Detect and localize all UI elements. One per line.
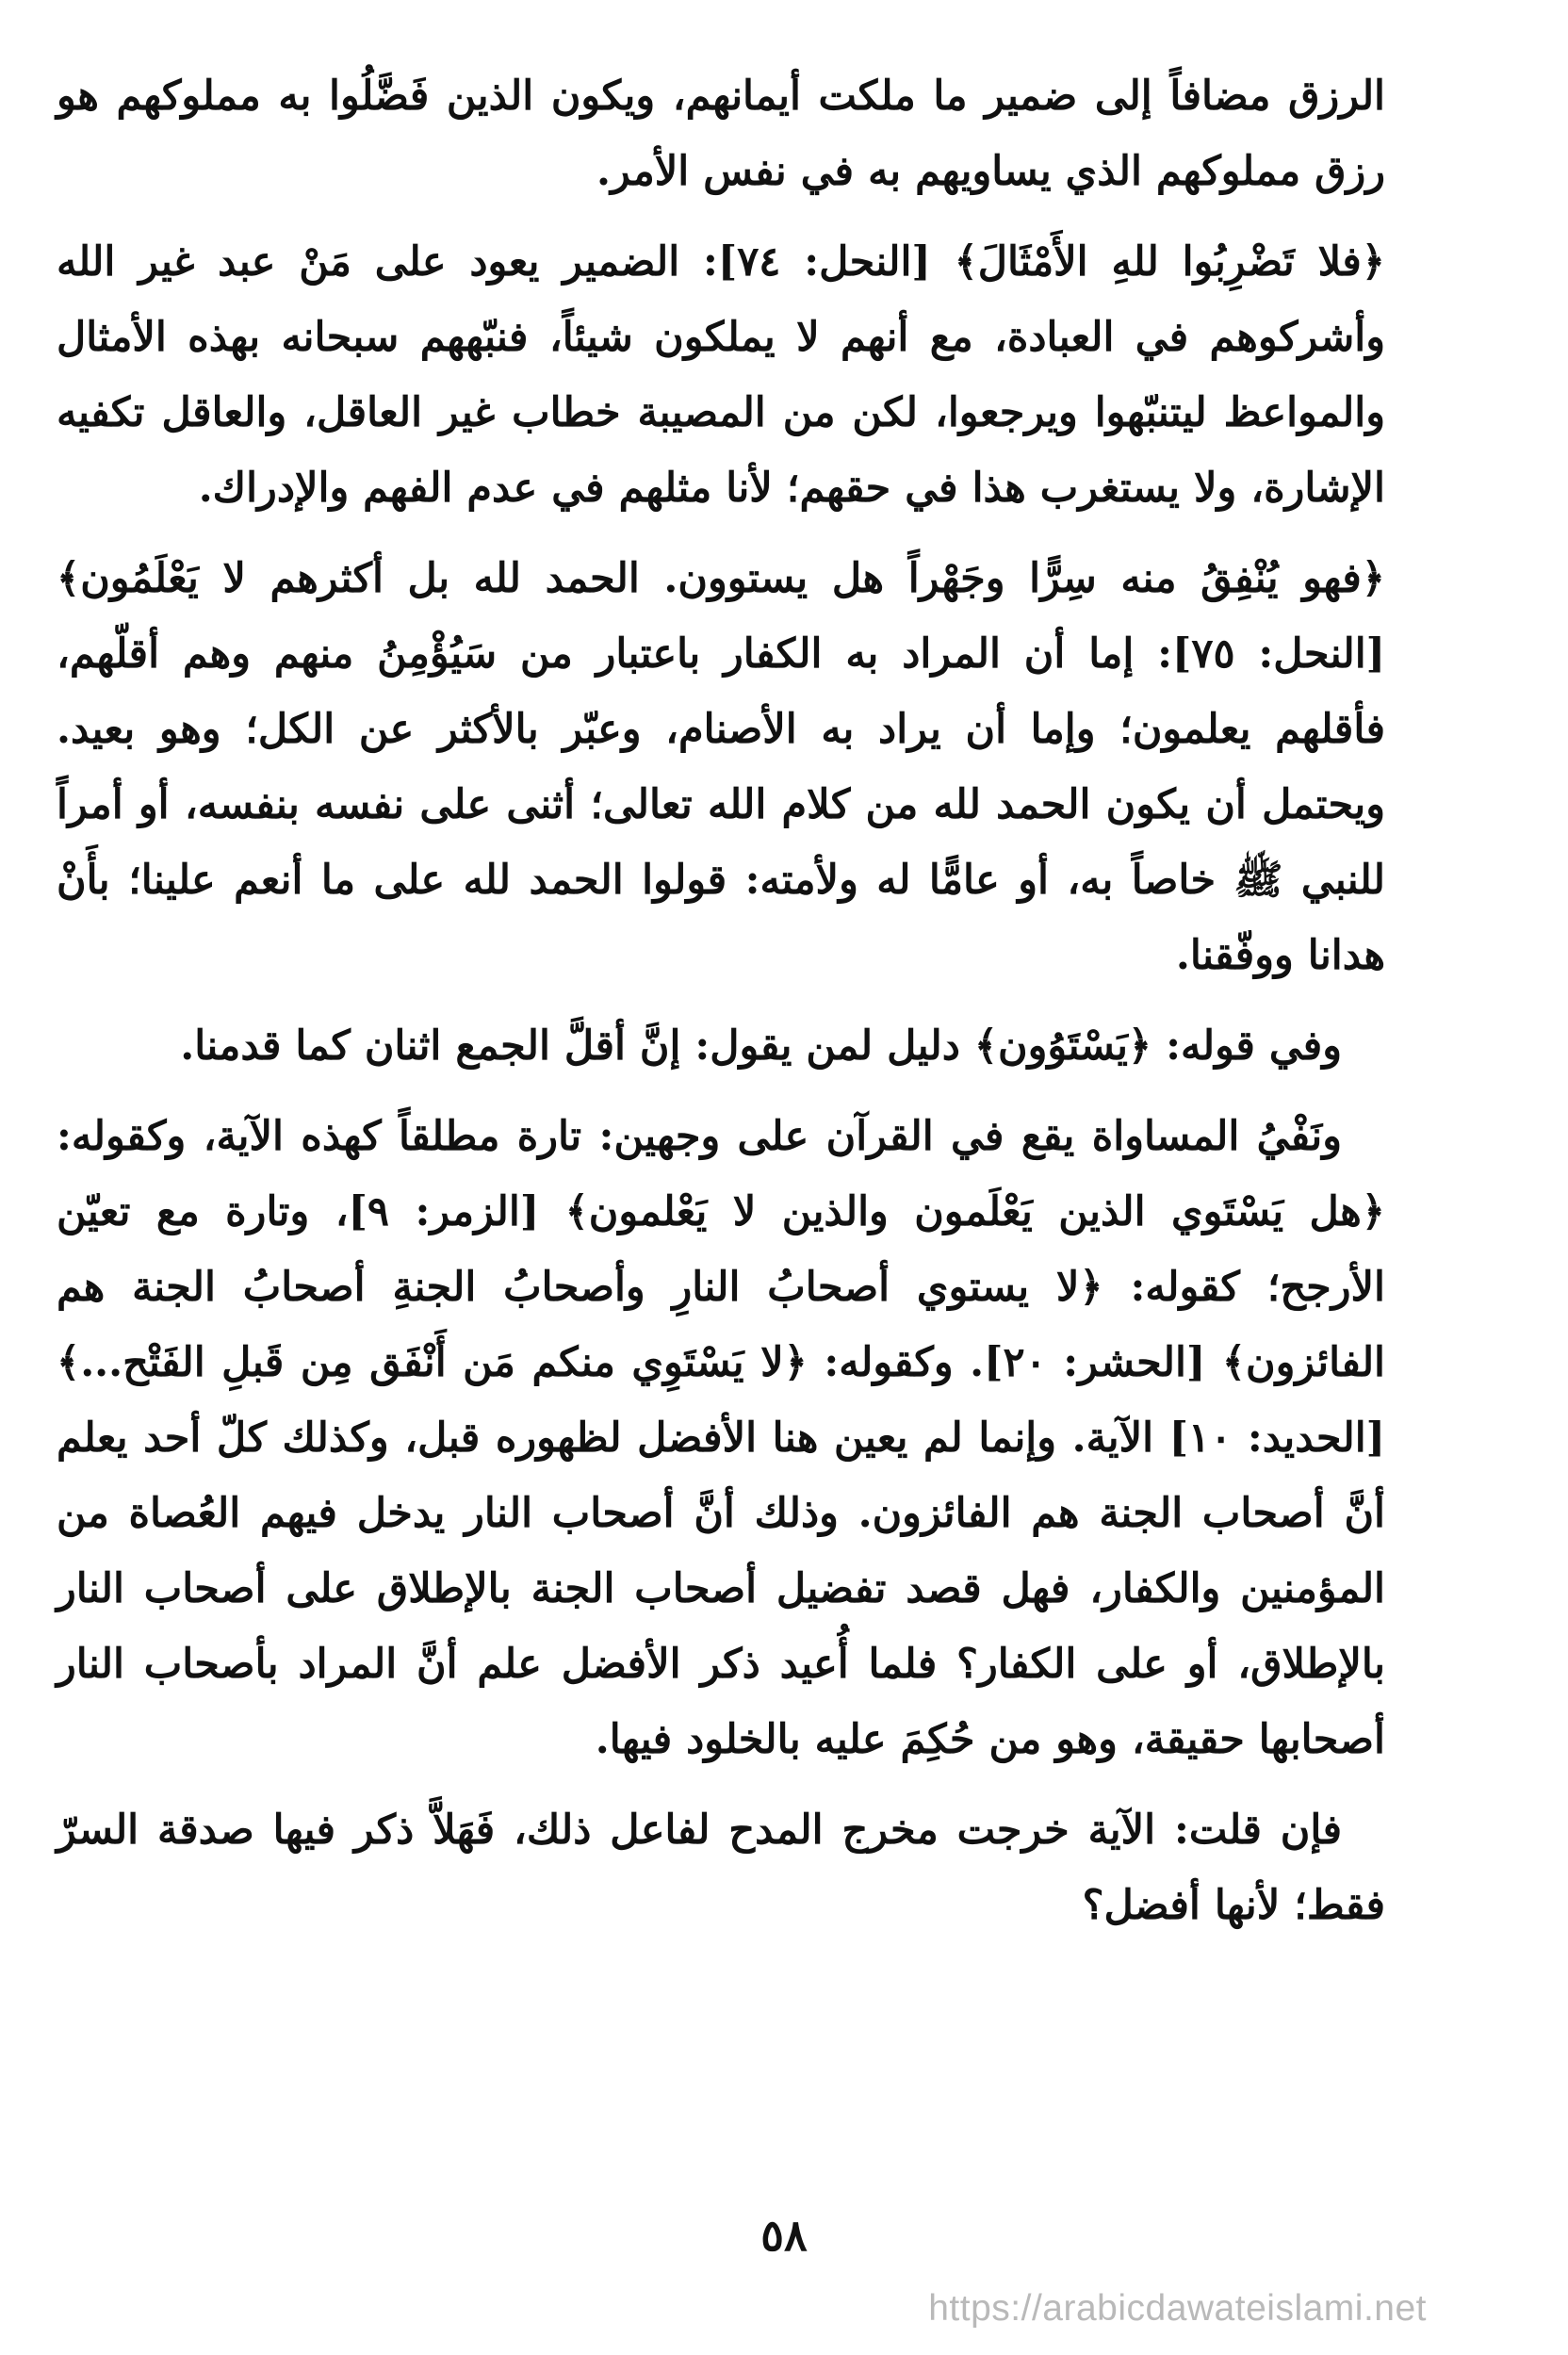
- paragraph: ﴿فلا تَضْرِبُوا للهِ الأَمْثَالَ﴾ [النحل: ٧٤]: الضمير يعود على مَنْ عبد غير الله وأشركوهم في العبادة، مع أنهم لا يملكون شيئاً، فنبّههم سبحانه بهذه الأمثال والمواعظ ليتنبّهوا ويرجعوا، لكن من المصيبة خطاب غير العاقل، والعاقل تكفيه الإشارة، ولا يستغرب هذا في حقهم؛ لأنا مثلهم في عدم الفهم والإدراك.: [57, 238, 1385, 512]
- watermark-url: https://arabicdawateislami.net: [928, 2288, 1427, 2329]
- paragraph: وفي قوله: ﴿يَسْتَوُون﴾ دليل لمن يقول: إنَّ أقلَّ الجمع اثنان كما قدمنا.: [180, 1022, 1342, 1070]
- paragraph: فإن قلت: الآية خرجت مخرج المدح لفاعل ذلك، فَهَلاَّ ذكر فيها صدقة السرّ فقط؛ لأنها أفضل؟: [57, 1807, 1385, 1929]
- document-body: [57, 58, 1385, 1958]
- paragraph: الرزق مضافاً إلى ضمير ما ملكت أيمانهم، ويكون الذين فَضَّلُوا به مملوكهم هو رزق مملوكهم الذي يساويهم به في نفس الأمر.: [57, 73, 1385, 195]
- paragraph: ونَفْيُ المساواة يقع في القرآن على وجهين: تارة مطلقاً كهذه الآية، وكقوله: ﴿هل يَسْتَوي الذين يَعْلَمون والذين لا يَعْلمون﴾ [الزمر: ٩]، وتارة مع تعيّن الأرجح؛ كقوله: ﴿لا يستوي أصحابُ النارِ وأصحابُ الجنةِ أصحابُ الجنة هم الفائزون﴾ [الحشر: ٢٠]. وكقوله: ﴿لا يَسْتَوِي منكم مَن أَنْفَق مِن قَبلِ الفَتْح...﴾ [الحديد: ١٠] الآية. وإنما لم يعين هنا الأفضل لظهوره قبل، وكذلك كلّ أحد يعلم أنَّ أصحاب الجنة هم الفائزون. وذلك أنَّ أصحاب النار يدخل فيهم العُصاة من المؤمنين والكفار، فهل قصد تفضيل أصحاب الجنة بالإطلاق على أصحاب النار بالإطلاق، أو على الكفار؟ فلما أُعيد ذكر الأفضل علم أنَّ المراد بأصحاب النار أصحابها حقيقة، وهو من حُكِمَ عليه بالخلود فيها.: [57, 1113, 1385, 1763]
- page-number: ٥٨: [760, 2210, 808, 2261]
- paragraph: ﴿فهو يُنْفِقُ منه سِرًّا وجَهْراً هل يستوون. الحمد لله بل أكثرهم لا يَعْلَمُون﴾ [النحل: ٧٥]: إما أن المراد به الكفار باعتبار من سَيُؤْمِنُ منهم وهم أقلّهم، فأقلهم يعلمون؛ وإما أن يراد به الأصنام، وعبّر بالأكثر عن الكل؛ وهو بعيد. ويحتمل أن يكون الحمد لله من كلام الله تعالى؛ أثنى على نفسه بنفسه، أو أمراً للنبي ﷺ خاصاً به، أو عامًّا له ولأمته: قولوا الحمد لله على ما أنعم علينا؛ بأَنْ هدانا ووفّقنا.: [57, 555, 1385, 979]
